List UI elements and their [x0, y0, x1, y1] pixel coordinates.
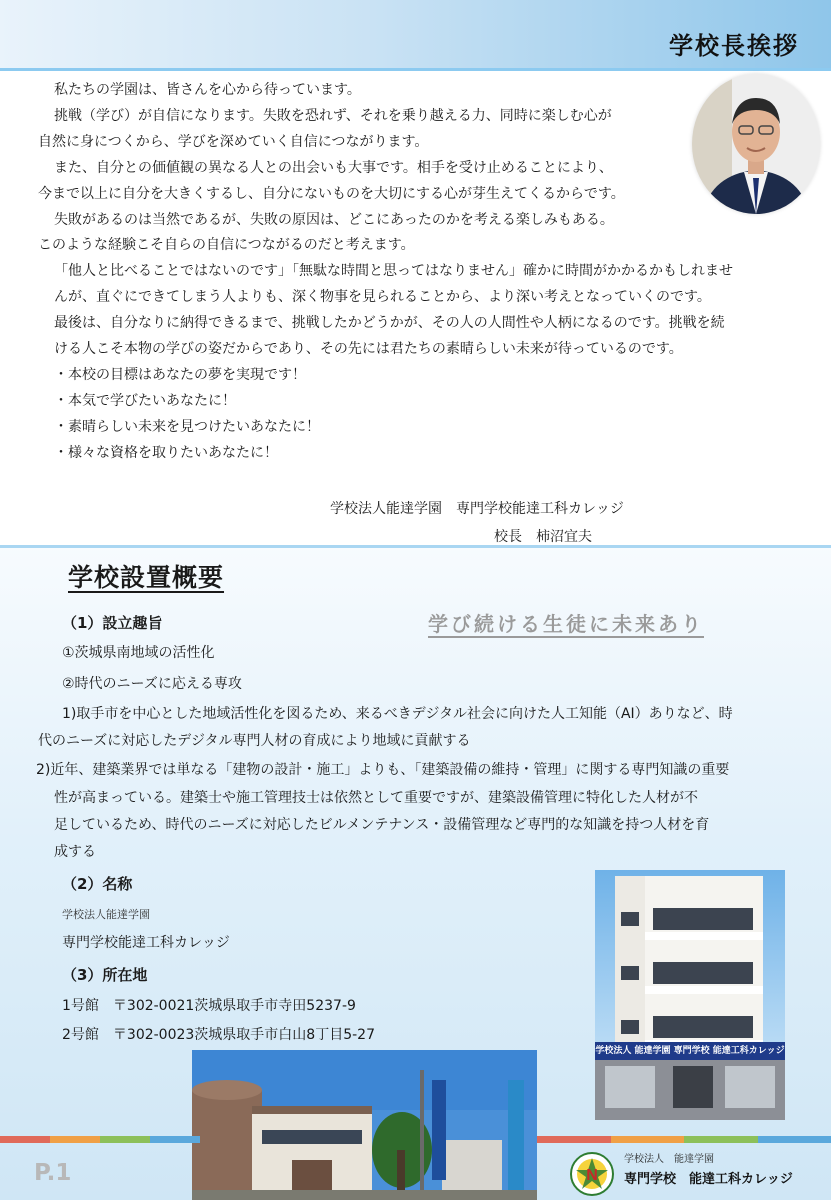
building-sign: 学校法人 能達学園 専門学校 能達工科カレッジ — [595, 1046, 785, 1056]
purpose-paragraph-2: 2)近年、建築業界では単なる「建物の設計・施工」よりも、「建築設備の維持・管理」に関する専門知識の重要 — [36, 762, 730, 778]
stripe-segment — [150, 1136, 200, 1143]
name-value: 専門学校能達工科カレッジ — [62, 935, 230, 951]
page-number: P.1 — [34, 1160, 72, 1186]
header-divider — [0, 68, 831, 71]
address-building-1: 1号館 〒302-0021茨城県取手市寺田5237-9 — [62, 998, 356, 1014]
stripe-segment — [100, 1136, 150, 1143]
purpose-paragraph-1: 1)取手市を中心とした地域活性化を図るため、来るべきデジタル社会に向けた人工知能（AI）ありなど、時 — [62, 706, 733, 722]
footer-organization: 学校法人 能達学園 — [624, 1154, 714, 1165]
stripe-segment — [537, 1136, 611, 1143]
goal-bullet: ・素晴らしい未来を見つけたいあなたに！ — [54, 418, 320, 435]
footer-school-name: 専門学校 能達工科カレッジ — [624, 1172, 793, 1187]
address-heading: （3）所在地 — [62, 966, 148, 984]
overview-title: 学校設置概要 — [68, 563, 225, 592]
signature-organization: 学校法人能達学園 専門学校能達工科カレッジ — [330, 501, 624, 517]
greeting-line: 今まで以上に自分を大きくするし、自分にないものを大切にする心が芽生えてくるからです。 — [38, 185, 625, 202]
name-corporation: 学校法人能達学園 — [62, 908, 150, 921]
stripe-segment — [50, 1136, 100, 1143]
decorative-stripe-left — [0, 1136, 200, 1143]
school-building-photo — [595, 870, 785, 1120]
name-heading: （2）名称 — [62, 875, 133, 893]
greeting-line: 挑戦（学び）が自信になります。失敗を恐れず、それを乗り越える力、同時に楽しむ心が — [54, 107, 612, 124]
signature-name: 校長 柿沼宜夫 — [494, 529, 592, 545]
goal-bullet: ・本気で学びたいあなたに！ — [54, 392, 236, 409]
stripe-segment — [684, 1136, 758, 1143]
purpose-paragraph-2: 足しているため、時代のニーズに対応したビルメンテナンス・設備管理など専門的な知識を持つ人材を育 — [54, 817, 710, 833]
purpose-paragraph-1: 代のニーズに対応したデジタル専門人材の育成により地域に貢献する — [38, 733, 471, 749]
greeting-line: ける人こそ本物の学びの姿だからであり、その先には君たちの素晴らしい未来が待っているのです。 — [54, 341, 683, 358]
goal-bullet: ・様々な資格を取りたいあなたに！ — [54, 444, 278, 461]
greeting-line: 最後は、自分なりに納得できるまで、挑戦したかどうかが、その人の人間性や人柄になるのです。挑戦を続 — [54, 315, 725, 332]
goal-bullet: ・本校の目標はあなたの夢を実現です！ — [54, 366, 306, 383]
purpose-item: ①茨城県南地域の活性化 — [62, 645, 215, 661]
greeting-line: 失敗があるのは当然であるが、失敗の原因は、どこにあったのかを考える楽しみもある。 — [54, 211, 614, 228]
principal-greeting — [38, 78, 800, 467]
campus-photo — [192, 1050, 537, 1200]
greeting-line: 自然に身につくから、学びを深めていく自信につながります。 — [38, 133, 429, 150]
stripe-segment — [0, 1136, 50, 1143]
greeting-line: このような経験こそ自らの自信につながるのだと考えます。 — [38, 237, 415, 254]
purpose-heading: （1）設立趣旨 — [62, 614, 163, 632]
decorative-stripe-right — [537, 1136, 831, 1143]
svg-text:N: N — [586, 1167, 598, 1184]
slogan: 学び続ける生徒に未来あり — [428, 612, 704, 636]
greeting-line: んが、直ぐにできてしまう人よりも、深く物事を見られることから、より深い考えとなっていくのです。 — [54, 289, 711, 306]
greeting-line: 「他人と比べることではないのです」「無駄な時間と思ってはなりません」確かに時間がかかるかもしれませ — [54, 263, 733, 280]
purpose-paragraph-2: 性が高まっている。建築士や施工管理技士は依然として重要ですが、建築設備管理に特化した人材が不 — [54, 790, 698, 806]
page-title: 学校長挨拶 — [669, 32, 799, 60]
greeting-line: また、自分との価値観の異なる人との出会いも大事です。相手を受け止めることにより、 — [54, 159, 613, 176]
section-divider — [0, 545, 831, 548]
school-logo-icon — [570, 1152, 614, 1196]
greeting-line: 私たちの学園は、皆さんを心から待っています。 — [54, 82, 361, 98]
address-building-2: 2号館 〒302-0023茨城県取手市白山8丁目5-27 — [62, 1027, 375, 1043]
stripe-segment — [611, 1136, 685, 1143]
stripe-segment — [758, 1136, 831, 1143]
purpose-paragraph-2: 成する — [54, 844, 96, 860]
purpose-item: ②時代のニーズに応える専攻 — [62, 676, 242, 692]
